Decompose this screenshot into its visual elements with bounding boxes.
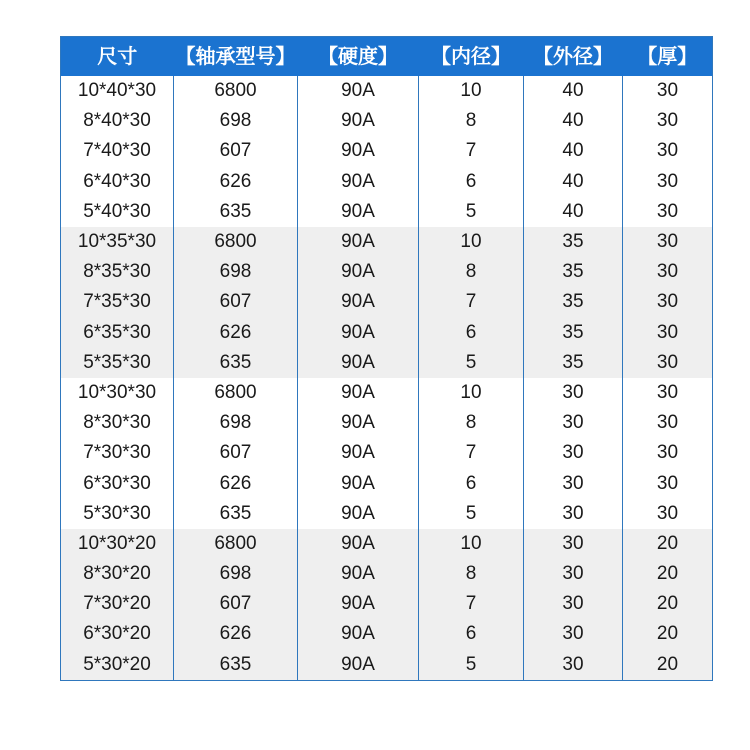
cell-inner: 8 bbox=[419, 257, 524, 287]
cell-model: 698 bbox=[174, 257, 298, 287]
cell-hardness: 90A bbox=[298, 287, 419, 317]
cell-size: 5*30*20 bbox=[61, 650, 174, 681]
cell-size: 10*30*30 bbox=[61, 378, 174, 408]
cell-outer: 30 bbox=[524, 619, 623, 649]
cell-outer: 40 bbox=[524, 167, 623, 197]
cell-size: 6*40*30 bbox=[61, 167, 174, 197]
table-row bbox=[61, 559, 713, 589]
cell-thickness: 30 bbox=[623, 287, 713, 317]
cell-size: 7*30*30 bbox=[61, 438, 174, 468]
column-header-thickness: 【厚】 bbox=[623, 37, 713, 77]
cell-hardness: 90A bbox=[298, 559, 419, 589]
cell-model: 6800 bbox=[174, 227, 298, 257]
cell-model: 626 bbox=[174, 318, 298, 348]
cell-outer: 30 bbox=[524, 408, 623, 438]
table-row bbox=[61, 378, 713, 408]
cell-inner: 7 bbox=[419, 287, 524, 317]
cell-model: 607 bbox=[174, 136, 298, 166]
column-header-size: 尺寸 bbox=[61, 37, 174, 77]
cell-model: 6800 bbox=[174, 76, 298, 106]
cell-outer: 40 bbox=[524, 197, 623, 227]
cell-thickness: 20 bbox=[623, 559, 713, 589]
column-header-outer: 【外径】 bbox=[524, 37, 623, 77]
cell-outer: 30 bbox=[524, 559, 623, 589]
cell-inner: 7 bbox=[419, 438, 524, 468]
cell-model: 626 bbox=[174, 619, 298, 649]
cell-thickness: 30 bbox=[623, 136, 713, 166]
cell-model: 698 bbox=[174, 106, 298, 136]
cell-thickness: 20 bbox=[623, 529, 713, 559]
cell-outer: 35 bbox=[524, 287, 623, 317]
cell-size: 8*35*30 bbox=[61, 257, 174, 287]
cell-model: 626 bbox=[174, 468, 298, 498]
cell-outer: 35 bbox=[524, 318, 623, 348]
cell-inner: 5 bbox=[419, 348, 524, 378]
cell-inner: 10 bbox=[419, 529, 524, 559]
cell-inner: 5 bbox=[419, 499, 524, 529]
cell-model: 607 bbox=[174, 287, 298, 317]
cell-model: 698 bbox=[174, 408, 298, 438]
table-row bbox=[61, 499, 713, 529]
cell-model: 635 bbox=[174, 650, 298, 681]
cell-outer: 40 bbox=[524, 106, 623, 136]
cell-outer: 40 bbox=[524, 76, 623, 106]
cell-thickness: 30 bbox=[623, 378, 713, 408]
table-row bbox=[61, 106, 713, 136]
cell-inner: 8 bbox=[419, 559, 524, 589]
table-row bbox=[61, 408, 713, 438]
cell-thickness: 30 bbox=[623, 408, 713, 438]
cell-hardness: 90A bbox=[298, 589, 419, 619]
table-row bbox=[61, 257, 713, 287]
cell-size: 6*35*30 bbox=[61, 318, 174, 348]
table-row bbox=[61, 136, 713, 166]
cell-model: 607 bbox=[174, 438, 298, 468]
cell-thickness: 20 bbox=[623, 619, 713, 649]
table-row bbox=[61, 529, 713, 559]
cell-outer: 35 bbox=[524, 348, 623, 378]
cell-inner: 5 bbox=[419, 650, 524, 681]
cell-hardness: 90A bbox=[298, 318, 419, 348]
cell-hardness: 90A bbox=[298, 378, 419, 408]
cell-hardness: 90A bbox=[298, 197, 419, 227]
table-header bbox=[61, 37, 713, 77]
cell-size: 5*40*30 bbox=[61, 197, 174, 227]
cell-thickness: 30 bbox=[623, 227, 713, 257]
cell-size: 6*30*30 bbox=[61, 468, 174, 498]
header-row bbox=[61, 37, 713, 77]
cell-hardness: 90A bbox=[298, 438, 419, 468]
cell-hardness: 90A bbox=[298, 76, 419, 106]
table-row bbox=[61, 438, 713, 468]
table-row bbox=[61, 167, 713, 197]
cell-hardness: 90A bbox=[298, 136, 419, 166]
cell-inner: 8 bbox=[419, 408, 524, 438]
table-row bbox=[61, 318, 713, 348]
table-row bbox=[61, 348, 713, 378]
table-row bbox=[61, 619, 713, 649]
cell-inner: 5 bbox=[419, 197, 524, 227]
cell-outer: 30 bbox=[524, 529, 623, 559]
cell-size: 5*30*30 bbox=[61, 499, 174, 529]
cell-hardness: 90A bbox=[298, 650, 419, 681]
cell-model: 607 bbox=[174, 589, 298, 619]
cell-thickness: 30 bbox=[623, 257, 713, 287]
cell-size: 7*35*30 bbox=[61, 287, 174, 317]
table-row bbox=[61, 650, 713, 681]
cell-thickness: 30 bbox=[623, 167, 713, 197]
cell-outer: 30 bbox=[524, 650, 623, 681]
cell-inner: 10 bbox=[419, 378, 524, 408]
table-row bbox=[61, 287, 713, 317]
cell-size: 10*40*30 bbox=[61, 76, 174, 106]
cell-size: 8*30*20 bbox=[61, 559, 174, 589]
column-header-hardness: 【硬度】 bbox=[298, 37, 419, 77]
cell-outer: 30 bbox=[524, 589, 623, 619]
cell-hardness: 90A bbox=[298, 499, 419, 529]
column-header-model: 【轴承型号】 bbox=[174, 37, 298, 77]
cell-model: 635 bbox=[174, 499, 298, 529]
cell-size: 8*40*30 bbox=[61, 106, 174, 136]
cell-outer: 40 bbox=[524, 136, 623, 166]
cell-size: 8*30*30 bbox=[61, 408, 174, 438]
cell-size: 10*35*30 bbox=[61, 227, 174, 257]
cell-outer: 35 bbox=[524, 257, 623, 287]
cell-outer: 30 bbox=[524, 438, 623, 468]
table-row bbox=[61, 589, 713, 619]
cell-model: 626 bbox=[174, 167, 298, 197]
cell-inner: 6 bbox=[419, 468, 524, 498]
cell-outer: 35 bbox=[524, 227, 623, 257]
cell-thickness: 30 bbox=[623, 348, 713, 378]
cell-hardness: 90A bbox=[298, 106, 419, 136]
cell-hardness: 90A bbox=[298, 468, 419, 498]
cell-thickness: 30 bbox=[623, 468, 713, 498]
column-header-inner: 【内径】 bbox=[419, 37, 524, 77]
cell-inner: 10 bbox=[419, 227, 524, 257]
cell-inner: 6 bbox=[419, 167, 524, 197]
cell-hardness: 90A bbox=[298, 529, 419, 559]
cell-model: 635 bbox=[174, 348, 298, 378]
cell-model: 6800 bbox=[174, 529, 298, 559]
cell-size: 6*30*20 bbox=[61, 619, 174, 649]
table-body bbox=[61, 76, 713, 680]
bearing-spec-table bbox=[60, 36, 713, 681]
cell-hardness: 90A bbox=[298, 348, 419, 378]
cell-thickness: 20 bbox=[623, 589, 713, 619]
cell-thickness: 30 bbox=[623, 76, 713, 106]
table-row bbox=[61, 197, 713, 227]
cell-hardness: 90A bbox=[298, 227, 419, 257]
cell-model: 6800 bbox=[174, 378, 298, 408]
cell-outer: 30 bbox=[524, 378, 623, 408]
cell-hardness: 90A bbox=[298, 167, 419, 197]
cell-inner: 6 bbox=[419, 619, 524, 649]
cell-size: 10*30*20 bbox=[61, 529, 174, 559]
cell-thickness: 30 bbox=[623, 106, 713, 136]
cell-hardness: 90A bbox=[298, 619, 419, 649]
cell-thickness: 30 bbox=[623, 318, 713, 348]
cell-thickness: 30 bbox=[623, 197, 713, 227]
table-row bbox=[61, 468, 713, 498]
table-row bbox=[61, 227, 713, 257]
table-row bbox=[61, 76, 713, 106]
cell-size: 7*40*30 bbox=[61, 136, 174, 166]
cell-thickness: 20 bbox=[623, 650, 713, 681]
cell-outer: 30 bbox=[524, 468, 623, 498]
cell-model: 635 bbox=[174, 197, 298, 227]
spec-table-container bbox=[60, 36, 712, 681]
cell-outer: 30 bbox=[524, 499, 623, 529]
cell-size: 7*30*20 bbox=[61, 589, 174, 619]
cell-inner: 6 bbox=[419, 318, 524, 348]
cell-inner: 8 bbox=[419, 106, 524, 136]
cell-inner: 7 bbox=[419, 589, 524, 619]
cell-inner: 10 bbox=[419, 76, 524, 106]
cell-inner: 7 bbox=[419, 136, 524, 166]
cell-size: 5*35*30 bbox=[61, 348, 174, 378]
cell-hardness: 90A bbox=[298, 408, 419, 438]
cell-thickness: 30 bbox=[623, 438, 713, 468]
cell-hardness: 90A bbox=[298, 257, 419, 287]
cell-thickness: 30 bbox=[623, 499, 713, 529]
cell-model: 698 bbox=[174, 559, 298, 589]
